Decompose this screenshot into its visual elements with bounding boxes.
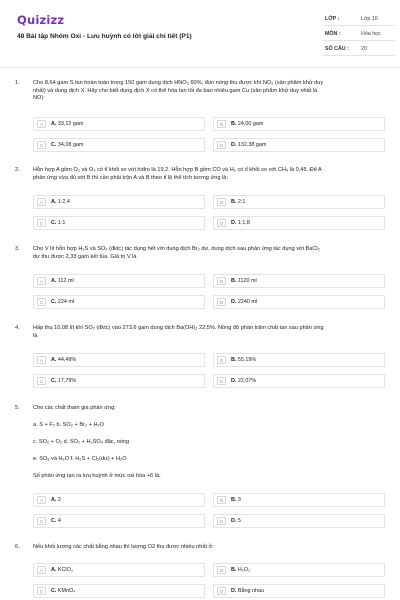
option-letter: C — [37, 141, 46, 149]
option-letter: C — [37, 587, 46, 595]
question-stem — [33, 246, 388, 261]
option-letter: B — [217, 356, 226, 364]
option-key: B. — [231, 496, 237, 503]
option-b[interactable] — [213, 274, 385, 288]
option-key: B. — [231, 120, 237, 127]
option-c[interactable] — [33, 295, 205, 309]
option-key: D. — [231, 517, 237, 524]
option-letter: D — [217, 587, 226, 595]
option-a[interactable] — [33, 117, 205, 131]
option-letter: B — [217, 277, 226, 285]
option-d[interactable] — [213, 216, 385, 230]
option-c[interactable] — [33, 374, 205, 388]
quizizz-logo: Quizizz — [17, 13, 65, 27]
option-text: 132,38 gam — [237, 141, 267, 148]
option-key: A. — [51, 198, 57, 205]
question-number: 4. — [15, 325, 20, 331]
stem-line: Hấp thụ 10,08 lít khí SO₂ (đktc) vào 273,6 gam dung dịch Ba(OH)₂ 22,5%. Nồng độ phần trăm chất tan sau phản ứng — [33, 325, 324, 331]
meta-label: SỐ CÂU : — [325, 46, 349, 52]
option-key: C. — [51, 587, 57, 594]
stem-line: NO): — [33, 95, 45, 102]
option-letter: D — [217, 298, 226, 306]
question-number: 5. — [15, 405, 20, 411]
option-b[interactable] — [213, 563, 385, 577]
option-text: 2:1 — [237, 198, 246, 205]
question-number: 2. — [15, 167, 20, 173]
question-number: 1. — [15, 80, 20, 86]
option-key: D. — [231, 219, 237, 226]
option-key: A. — [51, 566, 57, 573]
option-key: C. — [51, 141, 57, 148]
option-text: 34,08 gam — [57, 141, 84, 148]
option-text: 5 — [237, 517, 241, 524]
option-letter: B — [217, 496, 226, 504]
stem-line: phản ứng vừa đủ với B thì cần phải trộn A và B theo tỉ lệ thể tích tương ứng là: — [33, 174, 228, 181]
option-letter: C — [37, 517, 46, 525]
option-text: 17,79% — [57, 377, 77, 384]
option-key: B. — [231, 356, 237, 363]
option-a[interactable] — [33, 563, 205, 577]
option-letter: B — [217, 566, 226, 574]
option-key: B. — [231, 198, 237, 205]
question-stem — [33, 405, 388, 413]
option-text: 33,12 gam — [57, 120, 84, 127]
option-text: 55,19% — [237, 356, 257, 363]
option-letter: A — [37, 496, 46, 504]
option-b[interactable] — [213, 493, 385, 507]
stem-line: Nếu khối lượng các chất bằng nhau thì lượng O2 thu được nhiều nhất ở: — [33, 544, 214, 550]
option-text: 24,00 gam — [237, 120, 264, 127]
option-text: 1120 ml — [237, 277, 257, 284]
option-letter: A — [37, 356, 46, 364]
option-text: 44,49% — [57, 356, 77, 363]
option-key: D. — [231, 298, 237, 305]
option-a[interactable] — [33, 195, 205, 209]
option-letter: A — [37, 198, 46, 206]
meta-subject — [323, 28, 395, 41]
meta-label: MÔN : — [325, 31, 341, 37]
option-text: 4 — [57, 517, 61, 524]
option-letter: D — [217, 219, 226, 227]
option-letter: A — [37, 277, 46, 285]
option-letter: B — [217, 198, 226, 206]
meta-grade — [323, 13, 395, 26]
option-letter: C — [37, 219, 46, 227]
option-letter: D — [217, 517, 226, 525]
option-b[interactable] — [213, 195, 385, 209]
option-letter: C — [37, 298, 46, 306]
option-key: C. — [51, 219, 57, 226]
option-text: 2240 ml — [237, 298, 258, 305]
option-text: 3 — [237, 496, 241, 503]
option-letter: D — [217, 377, 226, 385]
option-key: B. — [231, 566, 237, 573]
option-c[interactable] — [33, 138, 205, 152]
option-letter: C — [37, 377, 46, 385]
option-c[interactable] — [33, 514, 205, 528]
document-header — [0, 0, 400, 62]
option-text: 224 ml — [57, 298, 75, 305]
reaction-line: a. S + F₂ b. SO₂ + Br₂ + H₂O — [33, 422, 105, 428]
option-a[interactable] — [33, 493, 205, 507]
meta-question-count — [323, 43, 395, 56]
option-letter: B — [217, 120, 226, 128]
page-title: 48 Bài tập Nhóm Oxi - Lưu huỳnh có lời giải chi tiết (P1) — [17, 33, 192, 40]
stem-line: Cho V lít hỗn hợp H₂S và SO₂ (đktc) tác dụng hết với dung dịch Br₂ dư, dung dịch sau phản ứng tác dụng với BaCl₂ — [33, 246, 320, 252]
option-text: 2 — [57, 496, 61, 503]
option-d[interactable] — [213, 514, 385, 528]
option-key: C. — [51, 517, 57, 524]
meta-value: Lớp 10 — [361, 16, 378, 22]
option-text: 1:1,8 — [237, 219, 250, 226]
option-letter: A — [37, 120, 46, 128]
option-text: KClO₃ — [57, 566, 73, 573]
option-b[interactable] — [213, 353, 385, 367]
option-d[interactable] — [213, 295, 385, 309]
question-number: 3. — [15, 246, 20, 252]
option-key: D. — [231, 587, 237, 594]
option-text: 1:1 — [57, 219, 66, 226]
header-divider — [0, 67, 400, 68]
meta-value: 20 — [361, 46, 367, 52]
option-key: A. — [51, 120, 57, 127]
option-key: C. — [51, 377, 57, 384]
meta-value: Hóa học — [361, 31, 381, 37]
option-text: Bằng nhau — [237, 587, 264, 594]
option-d[interactable] — [213, 138, 385, 152]
stem-line: dư thu được 2,33 gam kết tủa. Giá trị V là — [33, 253, 137, 260]
stem-line: nhất) và dung dịch X. Hãy cho biết dung dịch X có thể hòa tan tối đa bao nhiêu gam Cu (sản phẩm khử duy nhất là — [33, 87, 318, 94]
question-stem — [33, 544, 388, 552]
question-stem — [33, 325, 388, 340]
option-a[interactable] — [33, 274, 205, 288]
option-text: H₂O₂ — [237, 566, 251, 573]
question-stem — [33, 80, 388, 103]
option-letter: D — [217, 141, 226, 149]
reaction-line: e. SO₂ và H₂O f. H₂S + Cl₂(dư) + H₂O — [33, 456, 127, 462]
stem-line: Cho các chất tham gia phản ứng: — [33, 405, 116, 411]
option-letter: A — [37, 566, 46, 574]
option-text: 22,07% — [237, 377, 257, 384]
option-d[interactable] — [213, 374, 385, 388]
option-key: A. — [51, 356, 57, 363]
option-d[interactable] — [213, 584, 385, 598]
option-key: D. — [231, 377, 237, 384]
meta-label: LỚP : — [325, 16, 340, 22]
reaction-line: c. SO₂ + O₂ d. SO₂ + H₂SO₄ đặc, nóng — [33, 439, 130, 445]
option-b[interactable] — [213, 117, 385, 131]
option-key: B. — [231, 277, 237, 284]
option-text: 1:2,4 — [57, 198, 70, 205]
option-key: A. — [51, 277, 57, 284]
option-text: 112 ml — [57, 277, 74, 284]
option-key: C. — [51, 298, 57, 305]
option-text: KMnO₄ — [57, 587, 76, 594]
question-stem — [33, 167, 388, 182]
question-prompt: Số phản ứng tạo ra lưu huỳnh ở mức oxi hóa +6 là: — [33, 473, 161, 479]
stem-line: Hỗn hợp A gồm O₂ và O₃ có tỉ khối so với hiđro là 19,2. Hỗn hợp B gồm CO và H₂ có tỉ khối so với CH₄ là 0,45. Để A — [33, 167, 322, 173]
option-c[interactable] — [33, 584, 205, 598]
option-a[interactable] — [33, 353, 205, 367]
option-key: A. — [51, 496, 57, 503]
option-key: D. — [231, 141, 237, 148]
stem-line: Cho 8,64 gam S tan hoàn toàn trong 150 gam dung dịch HNO₃ 60%, đun nóng thu được khí NO₂ (sản phẩm khử duy — [33, 80, 324, 86]
stem-line: là — [33, 332, 38, 339]
option-c[interactable] — [33, 216, 205, 230]
question-number: 6. — [15, 544, 20, 550]
